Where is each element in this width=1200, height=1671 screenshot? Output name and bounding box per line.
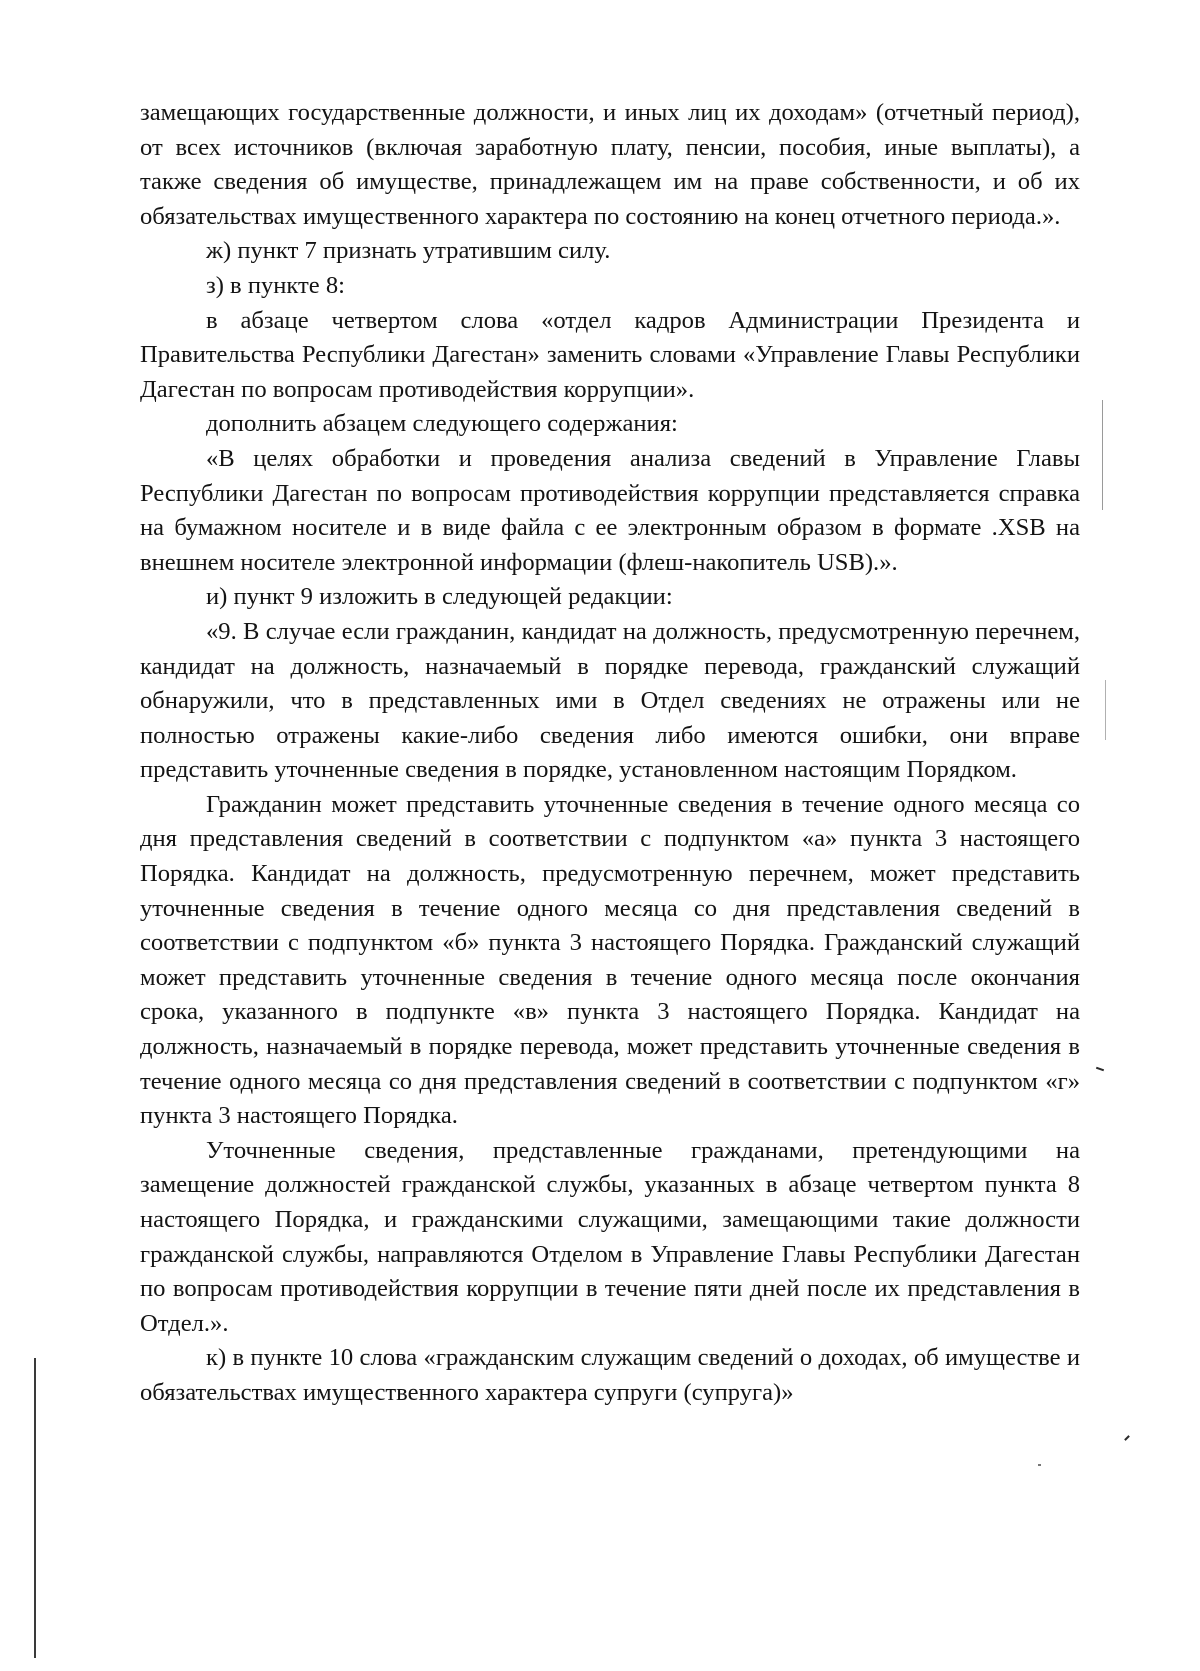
paragraph-item-z-abzac: в абзаце четвертом слова «отдел кадров Администрации Президента и Правительства Республики Дагестан» заменить словами «Управление Главы Республики Дагестан по вопросам противодействия коррупции». — [140, 306, 1080, 403]
scan-margin-line — [1102, 400, 1103, 510]
scan-margin-line — [34, 1358, 36, 1658]
scan-margin-line — [1105, 680, 1106, 740]
paragraph-deadlines: Гражданин может представить уточненные сведения в течение одного месяца со дня представления сведений в соответствии с подпунктом «а» пункта 3 настоящего Порядка. Кандидат на должность, предусмотренную перечнем, может представить уточненные сведения в течение одного месяца со дня представления сведений в соответствии с подпунктом «б» пункта 3 настоящего Порядка. Гражданский служащий может представить уточненные сведения в течение одного месяца после окончания срока, указанного в подпункте «в» пункта 3 настоящего Порядка. Кандидат на должность, назначаемый в порядке перевода, может представить уточненные сведения в течение одного месяца со дня представления сведений в соответствии с подпунктом «г» пункта 3 настоящего Порядка. — [140, 790, 1080, 1130]
paragraph-continuation: замещающих государственные должности, и иных лиц их доходам» (отчетный период), от всех источников (включая заработную плату, пенсии, пособия, иные выплаты), а также сведения об имуществе, принадлежащем им на праве собственности, и об их обязательствах имущественного характера по состоянию на конец отчетного периода.». — [140, 99, 1080, 230]
scan-speck — [1124, 1435, 1130, 1441]
document-body — [140, 96, 1080, 1411]
scan-speck — [1096, 1067, 1104, 1072]
paragraph-clarified-info: Уточненные сведения, представленные гражданами, претендующими на замещение должностей гражданской службы, указанных в абзаце четвертом пункта 8 настоящего Порядка, и гражданскими служащими, замещающими такие должности гражданской службы, направляются Отделом в Управление Главы Республики Дагестан по вопросам противодействия коррупции в течение пяти дней после их представления в Отдел.». — [140, 1136, 1080, 1337]
paragraph-item-k: к) в пункте 10 слова «гражданским служащим сведений о доходах, об имуществе и обязательствах имущественного характера супруги (супруга)» — [140, 1344, 1080, 1406]
paragraph-item-i: и) пункт 9 изложить в следующей редакции: — [206, 583, 673, 611]
paragraph-item-zh: ж) пункт 7 признать утратившим силу. — [206, 237, 611, 265]
paragraph-item-z-dopolnit: дополнить абзацем следующего содержания: — [206, 410, 678, 438]
paragraph-quote-analysis: «В целях обработки и проведения анализа сведений в Управление Главы Республики Дагестан по вопросам противодействия коррупции представляется справка на бумажном носителе и в виде файла с ее электронным образом в формате .XSB на внешнем носителе электронной информации (флеш-накопитель USB).». — [140, 444, 1080, 576]
paragraph-point-9: «9. В случае если гражданин, кандидат на должность, предусмотренную перечнем, кандидат на должность, назначаемый в порядке перевода, гражданский служащий обнаружили, что в представленных ими в Отдел сведениях не отражены или не полностью отражены какие-либо сведения либо имеются ошибки, они вправе представить уточненные сведения в порядке, установленном настоящим Порядком. — [140, 617, 1080, 784]
paragraph-item-z: з) в пункте 8: — [206, 271, 346, 299]
scan-speck — [1038, 1464, 1041, 1466]
